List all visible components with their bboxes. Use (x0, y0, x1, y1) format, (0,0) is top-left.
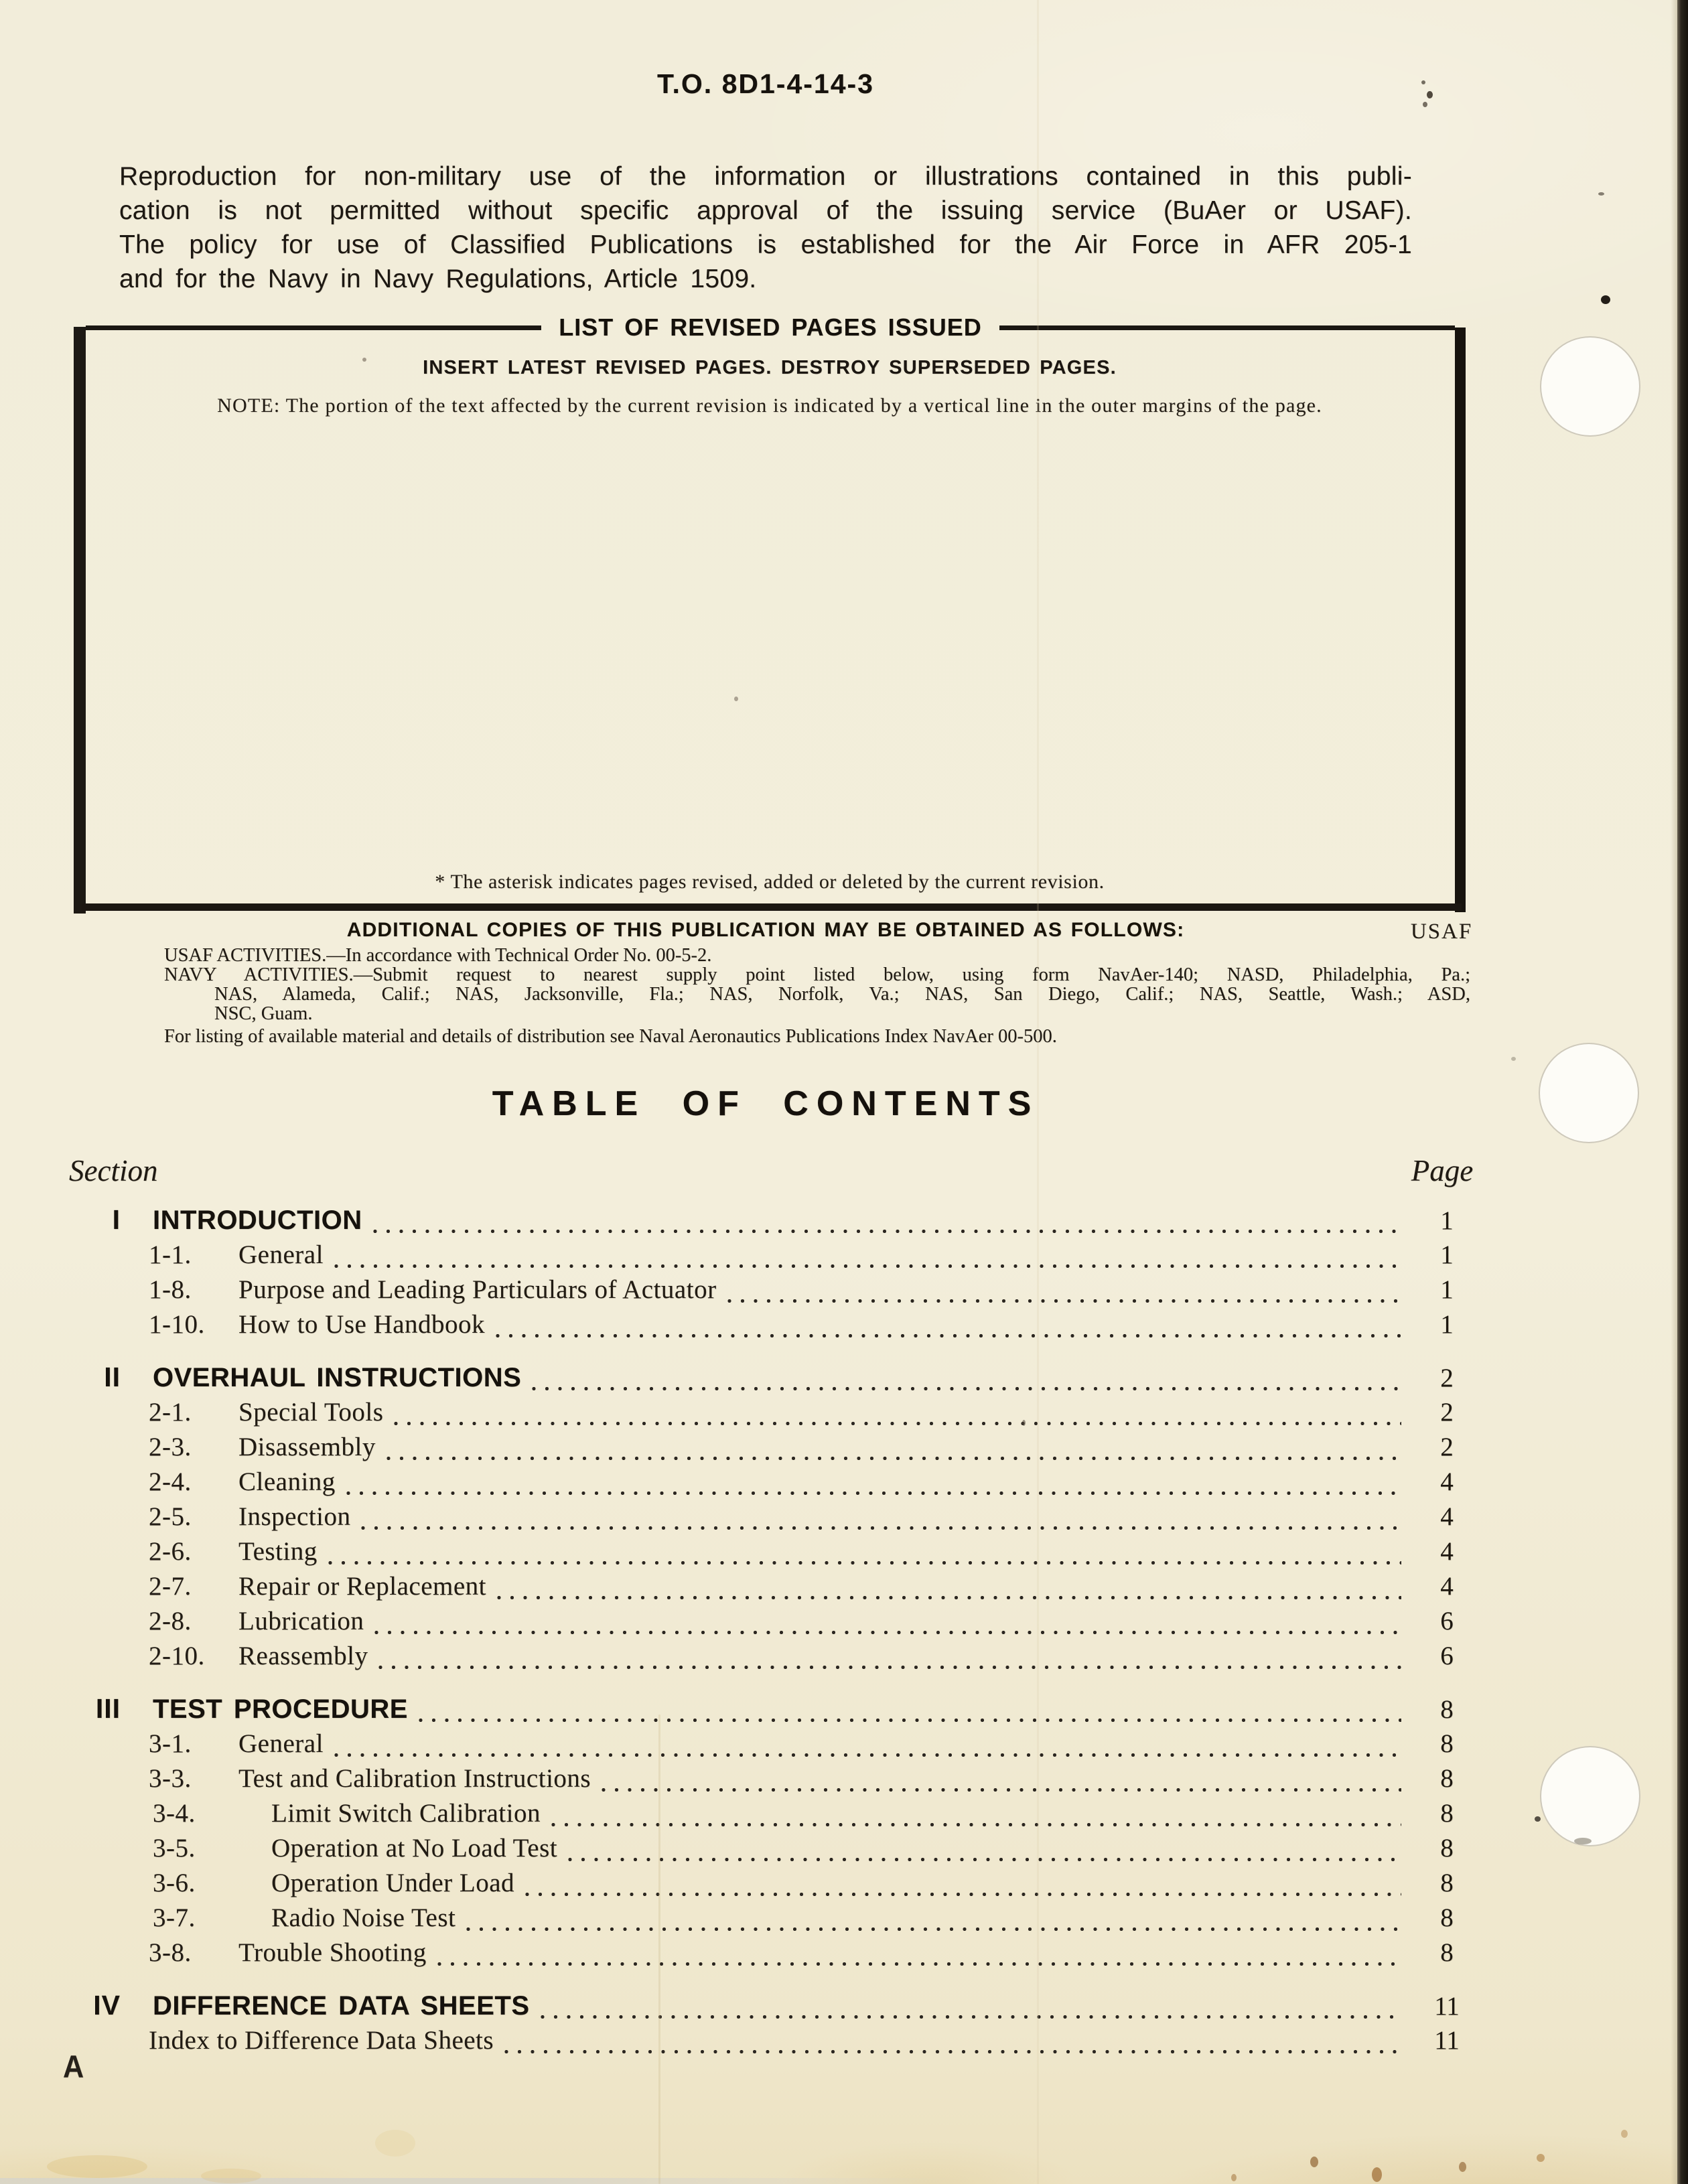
toc-section-row (74, 1990, 1487, 2025)
toc-entry-title: Operation at No Load Test (271, 1834, 558, 1863)
punch-hole (1539, 1043, 1639, 1143)
toc-entry-number: 3-4. (153, 1799, 196, 1828)
toc-entry-number: 3-5. (153, 1834, 196, 1863)
toc-entry-number: 2-5. (149, 1502, 192, 1531)
revised-pages-box-title: LIST OF REVISED PAGES ISSUED (559, 313, 982, 341)
toc-entry-title: Disassembly (238, 1433, 376, 1461)
toc-section-title: TEST PROCEDURE (153, 1694, 408, 1724)
toc-section-row (74, 1362, 1487, 1397)
toc-dot-leader (497, 1595, 1401, 1600)
toc-entry-title: Limit Switch Calibration (271, 1799, 541, 1828)
toc-page-number: 11 (1434, 2026, 1460, 2055)
toc-entry-title: Index to Difference Data Sheets (149, 2026, 494, 2055)
toc-dot-leader (374, 1630, 1401, 1635)
toc-page-number: 4 (1440, 1502, 1454, 1531)
usaf-activities-line: USAF ACTIVITIES.—In accordance with Technical Order No. 00-5-2. (164, 945, 712, 966)
toc-section-row (74, 1693, 1487, 1729)
paper-speck (1574, 1838, 1592, 1844)
toc-page-number: 1 (1440, 1240, 1454, 1269)
toc-entry-title: Special Tools (238, 1398, 384, 1427)
scan-bottom-edge (0, 2178, 971, 2184)
paper-speck (1511, 1057, 1516, 1061)
toc-entry-title: Cleaning (238, 1467, 336, 1496)
toc-entry-row (74, 1833, 1487, 1868)
toc-entry-row (74, 1641, 1487, 1676)
toc-entry-row (74, 1606, 1487, 1641)
toc-page-number: 8 (1440, 1869, 1454, 1897)
toc-section-numeral: IV (93, 1990, 121, 2021)
toc-entry-title: General (238, 1240, 324, 1269)
toc-entry-row (74, 1275, 1487, 1309)
additional-copies-heading: ADDITIONAL COPIES OF THIS PUBLICATION MAY BE OBTAINED AS FOLLOWS: (346, 919, 1185, 941)
toc-page-number: 6 (1440, 1642, 1454, 1670)
toc-dot-leader (541, 2015, 1401, 2019)
listing-note-line: For listing of available material and details of distribution see Naval Aeronautics Publications Index NavAer 00-500. (164, 1026, 1057, 1047)
paper-speck (1372, 2167, 1382, 2182)
paper-speck (1598, 192, 1604, 196)
scan-right-edge-shadow (1671, 0, 1677, 2184)
toc-entry-number: 2-10. (149, 1642, 205, 1670)
toc-dot-leader (394, 1421, 1401, 1426)
toc-entry-row (74, 1868, 1487, 1903)
toc-section-title: INTRODUCTION (153, 1206, 362, 1235)
toc-entry-title: Trouble Shooting (238, 1938, 427, 1967)
toc-entry-row (74, 1502, 1487, 1536)
toc-section-numeral: II (104, 1362, 121, 1392)
toc-title: TABLE OF CONTENTS (492, 1084, 1040, 1123)
toc-dot-leader (568, 1857, 1401, 1862)
asterisk-note-line: * The asterisk indicates pages revised, added or deleted by the current revision. (435, 871, 1105, 893)
toc-page-number: 8 (1440, 1799, 1454, 1828)
toc-dot-leader (437, 1962, 1401, 1966)
paper-speck (1421, 80, 1425, 84)
toc-page-number: 1 (1440, 1275, 1454, 1304)
toc-entry-row (74, 1903, 1487, 1938)
toc-entry-row (74, 2025, 1487, 2060)
paper-speck (1310, 2157, 1318, 2167)
toc-page-number: 8 (1440, 1729, 1454, 1758)
toc-section-numeral: III (95, 1693, 121, 1724)
toc-page-number: 11 (1434, 1992, 1460, 2021)
toc-entry-row (74, 1729, 1487, 1763)
toc-entry-title: Inspection (238, 1502, 351, 1531)
toc-dot-leader (727, 1299, 1401, 1303)
toc-entry-title: Repair or Replacement (238, 1572, 487, 1601)
box-top-border (86, 313, 1455, 342)
toc-entry-number: 3-7. (153, 1903, 196, 1932)
toc-dot-leader (334, 1753, 1401, 1757)
paper-speck (1231, 2174, 1237, 2181)
toc-page-number: 2 (1440, 1364, 1454, 1392)
toc-dot-leader (525, 1892, 1401, 1897)
paper-speck (1423, 102, 1427, 107)
toc-section-row (74, 1204, 1487, 1240)
toc-page-number: 8 (1440, 1938, 1454, 1967)
toc-page-number: 8 (1440, 1834, 1454, 1863)
toc-entry-number: 1-10. (149, 1310, 205, 1339)
toc-entry-title: Purpose and Leading Particulars of Actuator (238, 1275, 717, 1304)
toc-entry-number: 2-6. (149, 1537, 192, 1566)
toc-page-number: 8 (1440, 1695, 1454, 1724)
toc-entry-number: 2-7. (149, 1572, 192, 1601)
toc-entry-row (74, 1467, 1487, 1502)
toc-entry-number: 3-6. (153, 1869, 196, 1897)
distribution-body (164, 946, 1470, 1046)
paper-speck (1037, 0, 1039, 2184)
toc-section-title: OVERHAUL INSTRUCTIONS (153, 1363, 522, 1392)
paper-speck (1427, 91, 1433, 98)
toc-dot-leader (378, 1665, 1401, 1670)
toc-entry-number: 2-8. (149, 1607, 192, 1635)
toc-page-number: 4 (1440, 1572, 1454, 1601)
toc-entry-number: 3-3. (149, 1764, 192, 1793)
box-title-rule-right (999, 325, 1455, 330)
toc-page-number: 6 (1440, 1607, 1454, 1635)
toc-entry-title: Testing (238, 1537, 318, 1566)
scan-right-edge (1677, 0, 1688, 2184)
toc-dot-leader (504, 2049, 1401, 2054)
paper-speck (734, 697, 738, 701)
usaf-right-label: USAF (1410, 920, 1473, 944)
navy-activities-line: NAVY ACTIVITIES.—Submit request to nearest supply point listed below, using form NavAer-140; NASD, Philadelphia, Pa.; (164, 964, 1470, 985)
toc-entry-number: 1-1. (149, 1240, 192, 1269)
toc-section-label: Section (69, 1154, 158, 1187)
toc-entry-number: 2-3. (149, 1433, 192, 1461)
toc-dot-leader (419, 1718, 1401, 1723)
toc-page-number: 8 (1440, 1903, 1454, 1932)
toc-dot-leader (328, 1560, 1401, 1565)
paper-speck (375, 2130, 415, 2157)
toc-page-number: 2 (1440, 1433, 1454, 1461)
revision-note-line: NOTE: The portion of the text affected by the current revision is indicated by a vertical line in the outer margins of the page. (217, 394, 1322, 417)
toc-entry-row (74, 1397, 1487, 1432)
punch-hole (1540, 336, 1640, 437)
paper-speck (1459, 2162, 1466, 2172)
toc-entry-row (74, 1798, 1487, 1833)
paper-speck (1022, 1420, 1026, 1426)
toc-page-number: 1 (1440, 1310, 1454, 1339)
toc-entry-title: Operation Under Load (271, 1869, 515, 1897)
toc-dot-leader (551, 1822, 1401, 1827)
toc-entry-title: How to Use Handbook (238, 1310, 486, 1339)
toc-dot-leader (346, 1491, 1401, 1496)
technical-order-number: T.O. 8D1-4-14-3 (657, 68, 874, 99)
punch-hole (1540, 1746, 1640, 1846)
paper-speck (362, 358, 366, 362)
toc-dot-leader (386, 1456, 1401, 1461)
intro-line: The policy for use of Classified Publications is established for the Air Force in AFR 205-1 (119, 230, 1412, 259)
toc-entry-row (74, 1309, 1487, 1344)
paper-speck (658, 1715, 660, 2184)
toc-page-number: 8 (1440, 1764, 1454, 1793)
toc-dot-leader (602, 1788, 1401, 1792)
revised-pages-box (74, 313, 1466, 911)
toc-dot-leader (532, 1386, 1401, 1391)
page-letter: A (63, 2049, 84, 2084)
toc-entry-number: 3-1. (149, 1729, 192, 1758)
intro-line: cation is not permitted without specific approval of the issuing service (BuAer or USAF). (119, 196, 1412, 225)
intro-line: Reproduction for non-military use of the information or illustrations contained in this publi- (119, 162, 1412, 191)
toc-entry-title: General (238, 1729, 324, 1758)
toc-entry-row (74, 1763, 1487, 1798)
box-bottom-border (82, 903, 1462, 911)
toc-section-numeral: I (112, 1204, 121, 1235)
toc-entry-row (74, 1240, 1487, 1275)
toc-entry-row (74, 1432, 1487, 1467)
navy-activities-line: NAS, Alameda, Calif.; NAS, Jacksonville, Fla.; NAS, Norfolk, Va.; NAS, San Diego, Calif.; NAS, Seattle, Wash.; ASD, (214, 984, 1470, 1005)
toc-page-label: Page (1411, 1154, 1474, 1187)
navy-activities-line: NSC, Guam. (214, 1003, 313, 1024)
toc-entry-number: 3-8. (149, 1938, 192, 1967)
toc-dot-leader (466, 1927, 1401, 1932)
box-title-rule-left (86, 325, 541, 330)
paper-speck (201, 2169, 261, 2183)
toc-page-number: 2 (1440, 1398, 1454, 1427)
toc-entry-title: Radio Noise Test (271, 1903, 456, 1932)
toc-entry-title: Test and Calibration Instructions (238, 1764, 591, 1793)
toc-entry-row (74, 1938, 1487, 1972)
paper-speck (1601, 295, 1610, 304)
toc-entry-title: Reassembly (238, 1642, 368, 1670)
toc-dot-leader (373, 1229, 1401, 1234)
toc-entry-number: 1-8. (149, 1275, 192, 1304)
toc-page-number: 4 (1440, 1467, 1454, 1496)
paper-speck (1535, 1816, 1541, 1822)
paper-speck (1621, 2130, 1628, 2138)
intro-paragraph (119, 159, 1412, 296)
toc-dot-leader (496, 1333, 1401, 1338)
paper-speck (47, 2155, 147, 2178)
toc-page-number: 4 (1440, 1537, 1454, 1566)
toc-section-title: DIFFERENCE DATA SHEETS (153, 1991, 530, 2021)
toc-entry-number: 2-4. (149, 1467, 192, 1496)
insert-instruction-line: INSERT LATEST REVISED PAGES. DESTROY SUPERSEDED PAGES. (423, 357, 1117, 378)
toc-dot-leader (334, 1264, 1401, 1268)
toc-entry-title: Lubrication (238, 1607, 364, 1635)
intro-line: and for the Navy in Navy Regulations, Article 1509. (119, 265, 757, 293)
toc-dot-leader (361, 1526, 1401, 1530)
toc-entry-row (74, 1571, 1487, 1606)
navy-activities-text (164, 965, 1470, 1023)
toc-entry-row (74, 1536, 1487, 1571)
toc-page-number: 1 (1440, 1206, 1454, 1235)
toc-entry-number: 2-1. (149, 1398, 192, 1427)
toc-rows (74, 1204, 1487, 2060)
paper-speck (1537, 2154, 1545, 2162)
